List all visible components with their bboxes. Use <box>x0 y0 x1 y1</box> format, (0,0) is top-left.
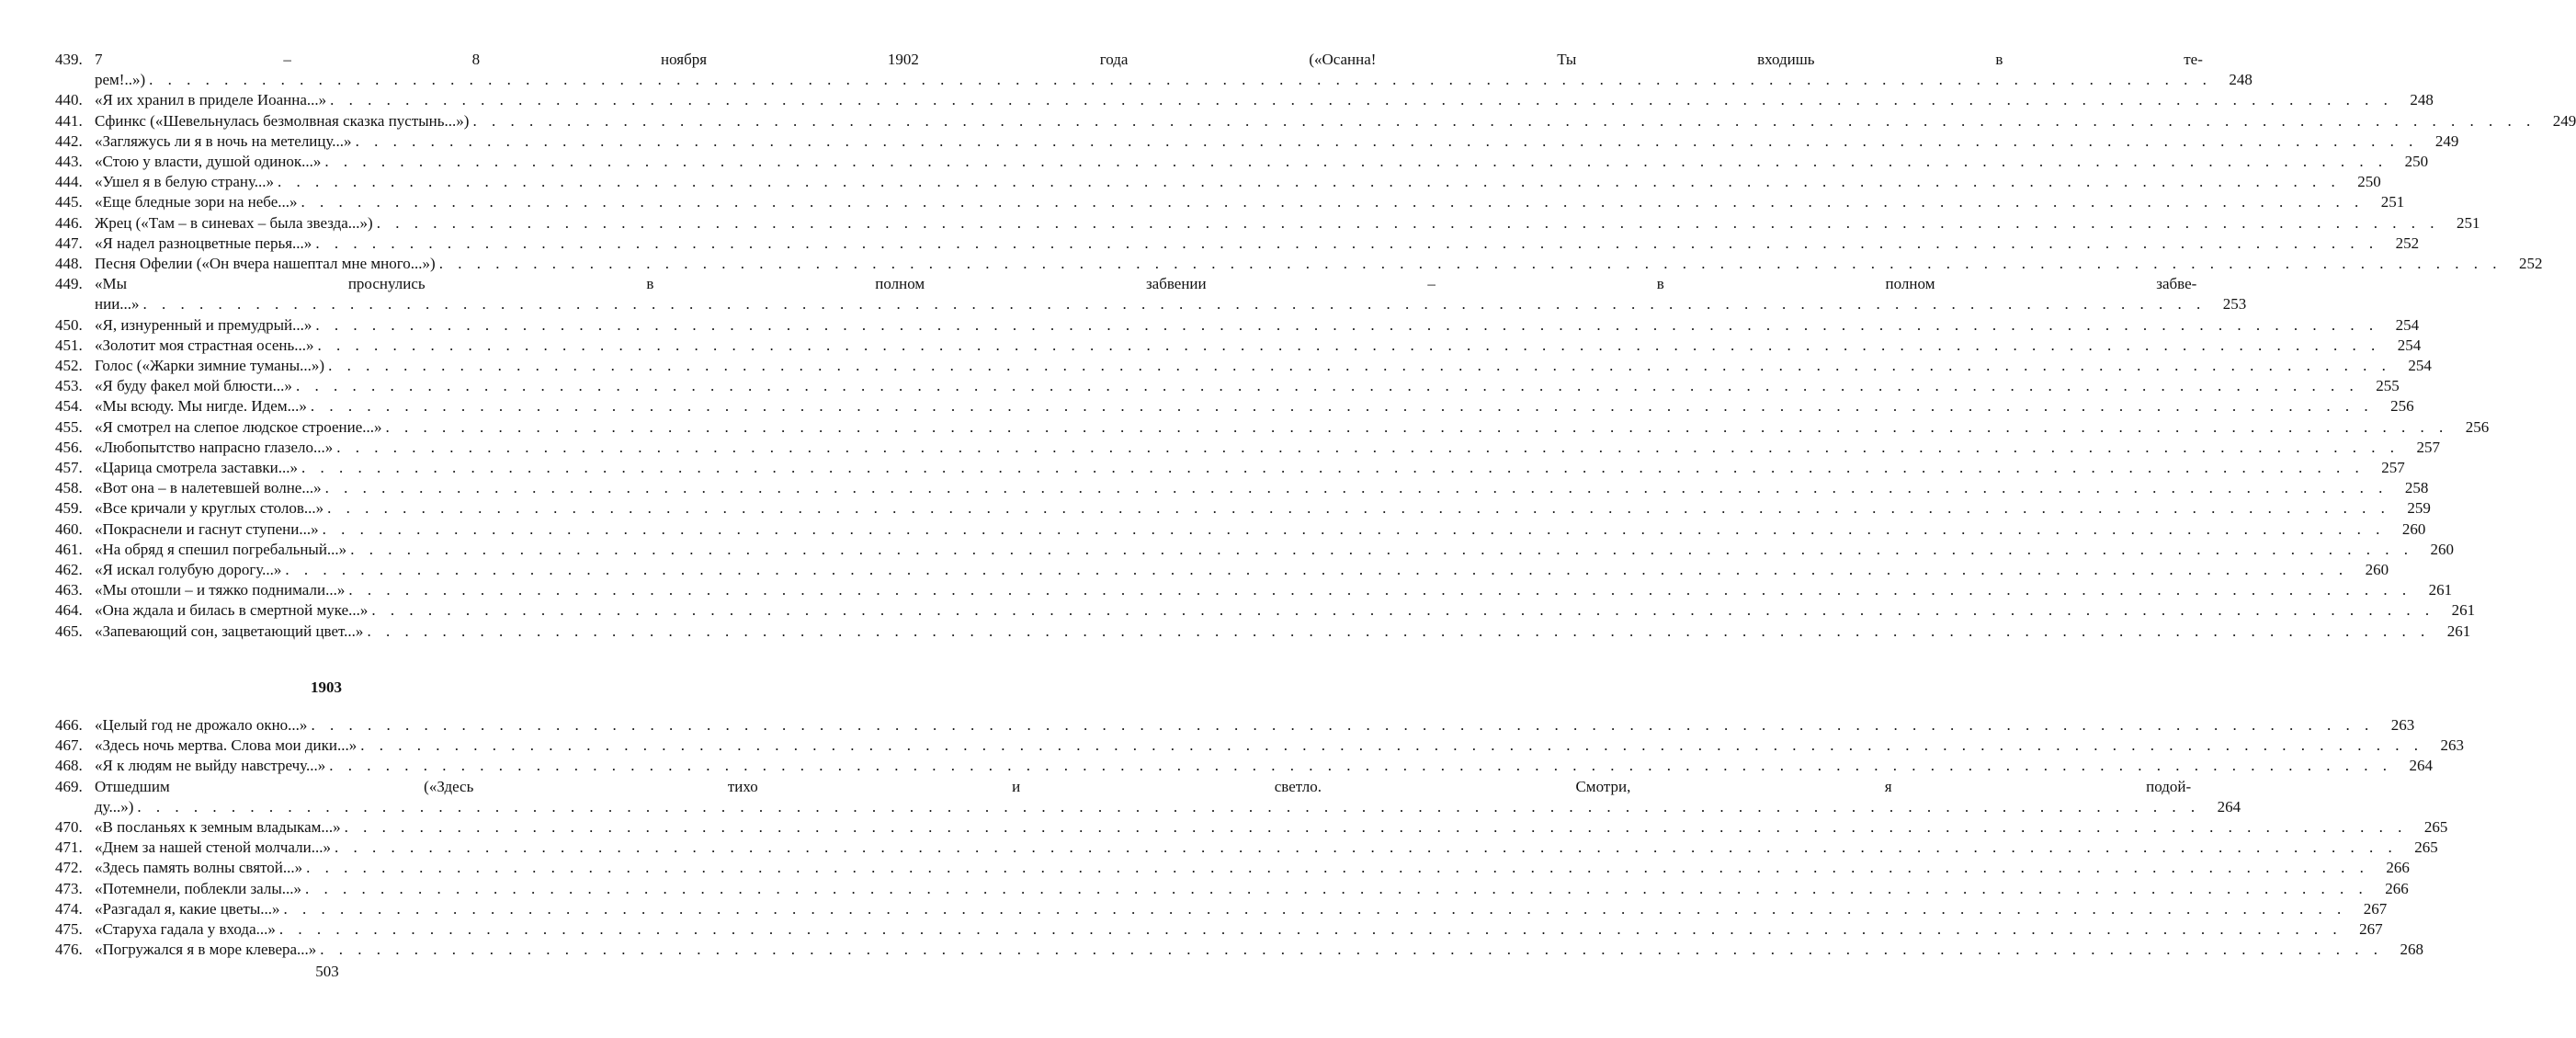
entry-title: «Еще бледные зори на небе...» <box>95 193 298 211</box>
entry-title: «Старуха гадала у входа...» <box>95 919 276 938</box>
entry-title: рем!..») <box>95 71 146 89</box>
dot-leader <box>336 438 2400 458</box>
entry-number: 449. <box>55 275 83 293</box>
entry-number: 444. <box>55 173 83 191</box>
toc-entry <box>55 50 2253 90</box>
toc-section-1902 <box>55 50 2576 642</box>
entry-page: 248 <box>2229 71 2253 89</box>
entry-page: 254 <box>2397 336 2422 354</box>
dot-leader <box>311 396 2374 416</box>
entry-number: 440. <box>55 91 83 109</box>
entry-number: 446. <box>55 213 83 232</box>
dot-leader <box>371 600 2434 621</box>
dot-leader <box>330 90 2393 110</box>
entry-title: «Она ждала и билась в смертной муке...» <box>95 601 369 620</box>
toc-entry <box>55 213 2480 234</box>
entry-title: «Запевающий сон, зацветающий цвет...» <box>95 622 364 640</box>
entry-number: 476. <box>55 941 83 959</box>
entry-page: 254 <box>2408 357 2432 375</box>
entry-title: «Ушел я в белую страну...» <box>95 173 275 191</box>
entry-title-line: 7 – 8 ноября 1902 года («Осанна! Ты входишь в те- <box>95 51 2203 68</box>
entry-title: «Все кричали у круглых столов...» <box>95 499 324 518</box>
entry-title: «Мы отошли – и тяжко поднимали...» <box>95 581 346 599</box>
entry-number: 470. <box>55 817 83 836</box>
entry-number: 442. <box>55 131 83 150</box>
dot-leader <box>320 940 2383 960</box>
entry-page: 248 <box>2410 91 2434 109</box>
dot-leader <box>301 458 2365 478</box>
toc-entry <box>55 919 2383 940</box>
entry-number: 448. <box>55 255 83 273</box>
entry-page: 256 <box>2465 417 2490 436</box>
toc-entry <box>55 417 2490 438</box>
dot-leader <box>143 294 2207 314</box>
entry-page: 254 <box>2395 315 2420 334</box>
entry-number: 456. <box>55 438 83 456</box>
toc-entry <box>55 540 2454 560</box>
toc-entry <box>55 152 2429 172</box>
entry-number: 464. <box>55 601 83 620</box>
entry-page: 260 <box>2401 519 2426 538</box>
dot-leader <box>367 622 2430 642</box>
entry-title: «Я искал голубую дорогу...» <box>95 561 282 579</box>
entry-number: 473. <box>55 879 83 897</box>
entry-number: 451. <box>55 336 83 354</box>
entry-number: 466. <box>55 715 83 734</box>
toc-entry <box>55 478 2429 498</box>
entry-number: 443. <box>55 153 83 171</box>
entry-page: 264 <box>2217 797 2241 816</box>
toc-entry <box>55 438 2441 458</box>
toc-entry <box>55 192 2405 212</box>
dot-leader <box>439 254 2502 274</box>
entry-title: Голос («Жарки зимние туманы...») <box>95 357 325 375</box>
toc-entry <box>55 899 2388 919</box>
dot-leader <box>360 736 2423 756</box>
dot-leader <box>324 152 2388 172</box>
entry-page: 251 <box>2380 193 2405 211</box>
entry-number: 461. <box>55 540 83 558</box>
entry-title: «Царица смотрела заставки...» <box>95 459 298 477</box>
dot-leader <box>284 899 2347 919</box>
dot-leader <box>315 234 2378 254</box>
dot-leader <box>149 70 2212 90</box>
entry-page: 261 <box>2446 622 2471 640</box>
entry-page: 268 <box>2400 941 2424 959</box>
dot-leader <box>348 580 2411 600</box>
entry-number: 465. <box>55 622 83 640</box>
toc-entry <box>55 622 2471 642</box>
entry-title: «Загляжусь ли я в ночь на метелицу...» <box>95 131 352 150</box>
toc-entry <box>55 715 2415 736</box>
entry-page: 267 <box>2363 899 2388 918</box>
entry-page: 253 <box>2222 295 2247 314</box>
entry-title: «Я смотрел на слепое людское строение...» <box>95 417 382 436</box>
toc-entry <box>55 111 2576 131</box>
toc-entry <box>55 131 2459 152</box>
dot-leader <box>279 919 2343 940</box>
toc-entry <box>55 376 2400 396</box>
entry-title: «Я к людям не выйду навстречу...» <box>95 757 326 775</box>
entry-page: 260 <box>2430 540 2454 558</box>
entry-title: нии...» <box>95 295 140 314</box>
toc-entry <box>55 336 2422 356</box>
dot-leader <box>323 519 2386 540</box>
entry-page: 255 <box>2376 377 2400 395</box>
dot-leader <box>356 131 2419 152</box>
entry-number: 452. <box>55 357 83 375</box>
entry-page: 260 <box>2365 561 2389 579</box>
entry-title: «Вот она – в налетевшей волне...» <box>95 479 322 497</box>
entry-title: «Я надел разноцветные перья...» <box>95 234 312 252</box>
entry-number: 475. <box>55 919 83 938</box>
entry-title: «Золотит моя страстная осень...» <box>95 336 314 354</box>
entry-page: 261 <box>2428 581 2453 599</box>
entry-number: 450. <box>55 315 83 334</box>
page-number: 503 <box>315 963 339 980</box>
dot-leader <box>137 797 2200 817</box>
entry-number: 457. <box>55 459 83 477</box>
entry-page: 257 <box>2416 438 2441 456</box>
entry-number: 458. <box>55 479 83 497</box>
entry-title: «Любопытство напрасно глазело...» <box>95 438 334 456</box>
entry-page: 251 <box>2456 213 2480 232</box>
toc-entry <box>55 777 2241 817</box>
entry-page: 265 <box>2423 817 2448 836</box>
entry-title: Песня Офелии («Он вчера нашептал мне много...») <box>95 255 436 273</box>
dot-leader <box>345 817 2408 838</box>
entry-page: 264 <box>2409 757 2433 775</box>
entry-title: «Я их хранил в приделе Иоанна...» <box>95 91 327 109</box>
dot-leader <box>472 111 2536 131</box>
entry-title: «Здесь память волны святой...» <box>95 859 303 877</box>
entry-page: 259 <box>2407 499 2431 518</box>
entry-number: 469. <box>55 777 83 795</box>
entry-number: 441. <box>55 111 83 130</box>
entry-title: «Стою у власти, душой одинок...» <box>95 153 322 171</box>
entry-page: 258 <box>2404 479 2429 497</box>
entry-number: 467. <box>55 736 83 755</box>
entry-title: «Покраснели и гаснут ступени...» <box>95 519 319 538</box>
entry-page: 250 <box>2404 153 2429 171</box>
dot-leader <box>329 756 2392 776</box>
entry-title: «Целый год не дрожало окно...» <box>95 715 308 734</box>
toc-entry <box>55 458 2405 478</box>
entry-number: 471. <box>55 838 83 857</box>
entry-title: «На обряд я спешил погребальный...» <box>95 540 347 558</box>
entry-number: 447. <box>55 234 83 252</box>
toc-entry <box>55 858 2410 878</box>
dot-leader <box>306 858 2369 878</box>
toc-entry <box>55 396 2414 416</box>
toc-entry <box>55 756 2433 776</box>
entry-title: «Днем за нашей стеной молчали...» <box>95 838 331 857</box>
toc-entry <box>55 879 2409 899</box>
entry-number: 439. <box>55 51 83 68</box>
toc-entry <box>55 736 2464 756</box>
entry-number: 459. <box>55 499 83 518</box>
toc-section-1903 <box>55 715 2464 960</box>
entry-title: ду...») <box>95 797 134 816</box>
entry-number: 460. <box>55 519 83 538</box>
entry-title: Сфинкс («Шевельнулась безмолвная сказка пустынь...») <box>95 111 470 130</box>
toc-entry <box>55 580 2453 600</box>
toc-entry <box>55 600 2476 621</box>
toc-entry <box>55 90 2434 110</box>
toc-entry <box>55 560 2389 580</box>
entry-title-line: «Мы проснулись в полном забвении – в полном забве- <box>95 275 2197 293</box>
toc-entry <box>55 356 2432 376</box>
dot-leader <box>318 336 2381 356</box>
entry-page: 266 <box>2386 859 2410 877</box>
dot-leader <box>325 478 2389 498</box>
entry-page: 263 <box>2390 715 2415 734</box>
entry-page: 249 <box>2434 131 2459 150</box>
entry-page: 257 <box>2381 459 2405 477</box>
toc-entry <box>55 254 2543 274</box>
entry-page: 263 <box>2440 736 2464 755</box>
entry-page: 252 <box>2395 234 2420 252</box>
entry-number: 462. <box>55 561 83 579</box>
dot-leader <box>328 356 2391 376</box>
dot-leader <box>311 715 2374 736</box>
dot-leader <box>285 560 2348 580</box>
dot-leader <box>386 417 2449 438</box>
entry-page: 256 <box>2390 397 2414 416</box>
entry-title: «Потемнели, поблекли залы...» <box>95 879 302 897</box>
dot-leader <box>305 879 2368 899</box>
dot-leader <box>278 172 2341 192</box>
toc-entry <box>55 838 2438 858</box>
entry-number: 474. <box>55 899 83 918</box>
entry-number: 472. <box>55 859 83 877</box>
entry-number: 463. <box>55 581 83 599</box>
table-of-contents <box>55 50 2576 960</box>
dot-leader <box>296 376 2359 396</box>
dot-leader <box>315 315 2378 336</box>
entry-page: 249 <box>2552 111 2576 130</box>
entry-page: 261 <box>2451 601 2476 620</box>
entry-page: 252 <box>2518 255 2543 273</box>
entry-title: «Здесь ночь мертва. Слова мои дики...» <box>95 736 357 755</box>
toc-entry <box>55 234 2420 254</box>
dot-leader <box>301 192 2365 212</box>
toc-entry <box>55 817 2448 838</box>
toc-entry <box>55 172 2381 192</box>
entry-number: 468. <box>55 757 83 775</box>
entry-page: 267 <box>2359 919 2383 938</box>
toc-entry <box>55 274 2247 314</box>
entry-title: «В посланьях к земным владыкам...» <box>95 817 341 836</box>
dot-leader <box>350 540 2413 560</box>
entry-number: 445. <box>55 193 83 211</box>
dot-leader <box>327 498 2390 519</box>
dot-leader <box>377 213 2440 234</box>
toc-entry <box>55 940 2424 960</box>
entry-title-line: Отшедшим («Здесь тихо и светло. Смотри, я подой- <box>95 777 2192 795</box>
toc-entry <box>55 519 2426 540</box>
entry-number: 453. <box>55 377 83 395</box>
dot-leader <box>335 838 2398 858</box>
section-heading-year: 1903 <box>311 678 342 696</box>
entry-number: 455. <box>55 417 83 436</box>
entry-number: 454. <box>55 397 83 416</box>
entry-title: Жрец («Там – в синевах – была звезда...») <box>95 213 373 232</box>
entry-title: «Погружался я в море клевера...» <box>95 941 317 959</box>
entry-title: «Разгадал я, какие цветы...» <box>95 899 280 918</box>
entry-title: «Я, изнуренный и премудрый...» <box>95 315 312 334</box>
entry-page: 250 <box>2357 173 2381 191</box>
toc-entry <box>55 315 2420 336</box>
toc-entry <box>55 498 2431 519</box>
entry-title: «Я буду факел мой блюсти...» <box>95 377 292 395</box>
entry-page: 266 <box>2385 879 2409 897</box>
entry-title: «Мы всюду. Мы нигде. Идем...» <box>95 397 307 416</box>
entry-page: 265 <box>2414 838 2438 857</box>
